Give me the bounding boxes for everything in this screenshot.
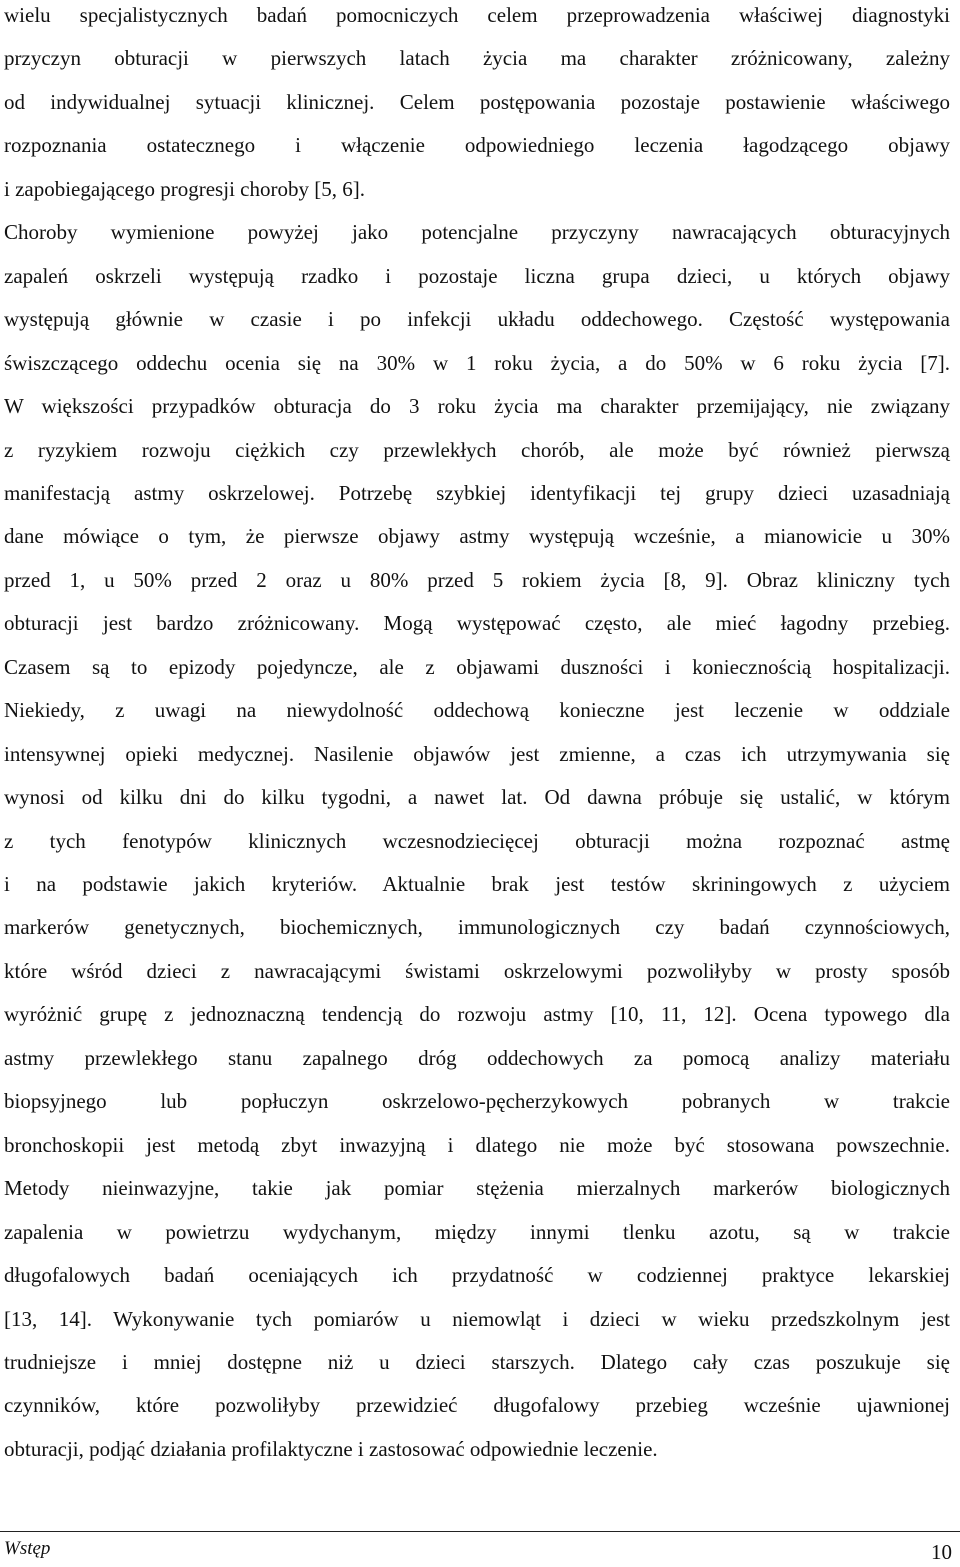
text-line: W większości przypadków obturacja do 3 roku życia ma charakter przemijający, nie związany <box>4 394 950 419</box>
text-line: rozpoznania ostatecznego i włączenie odpowiedniego leczenia łagodzącego objawy <box>4 133 950 158</box>
footer-section-title: Wstęp <box>4 1538 51 1559</box>
text-line: które wśród dzieci z nawracającymi świstami oskrzelowymi pozwoliłyby w prosty sposób <box>4 958 950 983</box>
page-number: 10 <box>931 1540 952 1564</box>
text-line: trudniejsze i mniej dostępne niż u dzieci starszych. Dlatego cały czas poszukuje się <box>4 1349 950 1374</box>
text-line: biopsyjnego lub popłuczyn oskrzelowo-pęcherzykowych pobranych w trakcie <box>4 1089 950 1114</box>
text-line: intensywnej opieki medycznej. Nasilenie objawów jest zmienne, a czas ich utrzymywania się <box>4 741 950 766</box>
text-line: dane mówiące o tym, że pierwsze objawy astmy występują wcześnie, a mianowicie u 30% <box>4 524 950 549</box>
text-line: zapalenia w powietrzu wydychanym, między innymi tlenku azotu, są w trakcie <box>4 1219 950 1244</box>
text-line: od indywidualnej sytuacji klinicznej. Celem postępowania pozostaje postawienie właściwego <box>4 89 950 114</box>
text-line: długofalowych badań oceniających ich przydatność w codziennej praktyce lekarskiej <box>4 1263 950 1288</box>
text-line: z ryzykiem rozwoju ciężkich czy przewlekłych chorób, ale może być również pierwszą <box>4 437 950 462</box>
text-line: bronchoskopii jest metodą zbyt inwazyjną i dlatego nie może być stosowana powszechnie. <box>4 1132 950 1157</box>
text-line: manifestacją astmy oskrzelowej. Potrzebę szybkiej identyfikacji tej grupy dzieci uzasadniają <box>4 480 950 505</box>
text-line: i na podstawie jakich kryteriów. Aktualnie brak jest testów skriningowych z użyciem <box>4 872 950 896</box>
text-line: przyczyn obturacji w pierwszych latach życia ma charakter zróżnicowany, zależny <box>4 46 950 71</box>
text-line: Metody nieinwazyjne, takie jak pomiar stężenia mierzalnych markerów biologicznych <box>4 1176 950 1201</box>
text-line: [13, 14]. Wykonywanie tych pomiarów u niemowląt i dzieci w wieku przedszkolnym jest <box>4 1306 950 1331</box>
text-line: zapaleń oskrzeli występują rzadko i pozostaje liczna grupa dzieci, u których objawy <box>4 263 950 288</box>
text-line: czynników, które pozwoliłyby przewidzieć długofalowy przebieg wcześnie ujawnionej <box>4 1393 950 1418</box>
text-line: Czasem są to epizody pojedyncze, ale z objawami duszności i koniecznością hospitalizacji. <box>4 654 950 679</box>
text-line: Niekiedy, z uwagi na niewydolność oddechową konieczne jest leczenie w oddziale <box>4 698 950 723</box>
text-line: wyróżnić grupę z jednoznaczną tendencją do rozwoju astmy [10, 11, 12]. Ocena typowego dla <box>4 1002 950 1027</box>
text-line: świszczącego oddechu ocenia się na 30% w 1 roku życia, a do 50% w 6 roku życia [7]. <box>4 350 950 375</box>
text-line: obturacji, podjąć działania profilaktyczne i zastosować odpowiednie leczenie. <box>4 1436 658 1461</box>
text-line: obturacji jest bardzo zróżnicowany. Mogą występować często, ale mieć łagodny przebieg. <box>4 611 950 636</box>
text-line: i zapobiegającego progresji choroby [5, 6]. <box>4 176 365 201</box>
text-line: astmy przewlekłego stanu zapalnego dróg oddechowych za pomocą analizy materiału <box>4 1045 950 1070</box>
text-line: wielu specjalistycznych badań pomocniczych celem przeprowadzenia właściwej diagnostyki <box>4 3 950 27</box>
text-line: markerów genetycznych, biochemicznych, immunologicznych czy badań czynnościowych, <box>4 915 950 940</box>
text-line: wynosi od kilku dni do kilku tygodni, a nawet lat. Od dawna próbuje się ustalić, w którym <box>4 785 950 810</box>
text-line: z tych fenotypów klinicznych wczesnodziecięcej obturacji można rozpoznać astmę <box>4 828 950 853</box>
text-line: występują głównie w czasie i po infekcji układu oddechowego. Częstość występowania <box>4 307 950 332</box>
text-line: przed 1, u 50% przed 2 oraz u 80% przed 5 rokiem życia [8, 9]. Obraz kliniczny tych <box>4 567 950 592</box>
text-line: Choroby wymienione powyżej jako potencjalne przyczyny nawracających obturacyjnych <box>4 220 950 245</box>
footer-divider <box>0 1531 960 1532</box>
